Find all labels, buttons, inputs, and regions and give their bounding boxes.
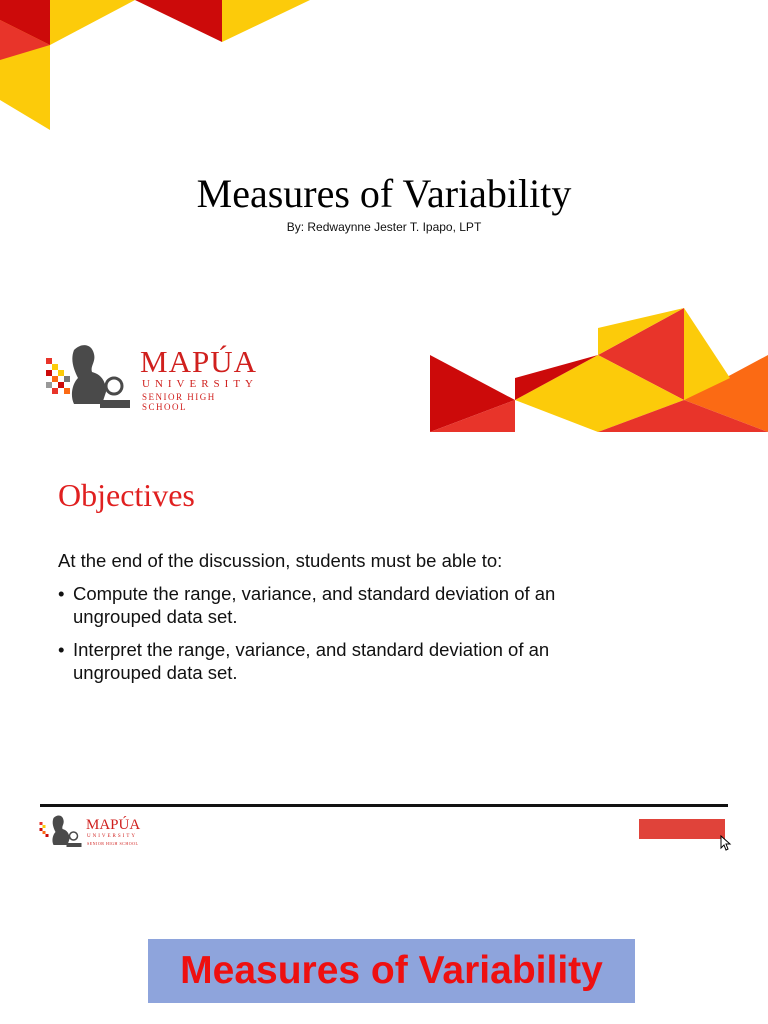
title-banner [148,939,635,1003]
logo-line3: SENIOR HIGH SCHOOL [142,392,216,412]
title-slide [0,0,768,435]
list-item [58,638,638,684]
logo-line2-small: UNIVERSITY [87,834,137,839]
mapua-logo-small [38,813,148,849]
bottom-triangle-decoration [430,308,768,432]
objectives-intro: At the end of the discussion, students must be able to: [58,550,503,571]
red-bar-button[interactable] [639,819,725,839]
objective-text-2: Interpret the range, variance, and standard deviation of an ungrouped data set. [73,639,550,683]
deco-yellow-2 [50,0,135,45]
objectives-list [58,582,638,694]
logo-name-small: MAPÚA [86,817,141,833]
objective-text-1: Compute the range, variance, and standard deviation of an ungrouped data set. [73,583,556,627]
logo-line3-small: SENIOR HIGH SCHOOL [87,841,139,846]
deco-yellow-3 [222,0,310,42]
bullet-icon: • [58,639,65,660]
mapua-emblem-small [38,813,84,849]
mapua-emblem [44,340,134,412]
top-triangle-decoration [0,0,320,135]
mapua-logo [44,340,264,412]
bullet-icon: • [58,583,65,604]
cursor-arrow-icon [720,835,732,851]
slide-title: Measures of Variability [196,171,572,216]
list-item [58,582,638,628]
objectives-slide [0,435,768,880]
objectives-heading: Objectives [58,477,195,513]
logo-name: MAPÚA [140,344,257,379]
logo-line2: UNIVERSITY [142,378,258,390]
banner-title: Measures of Variability [180,949,603,992]
footer-divider [40,804,728,807]
deco-red-3 [135,0,222,42]
slide-author: By: Redwaynne Jester T. Ipapo, LPT [286,220,482,234]
